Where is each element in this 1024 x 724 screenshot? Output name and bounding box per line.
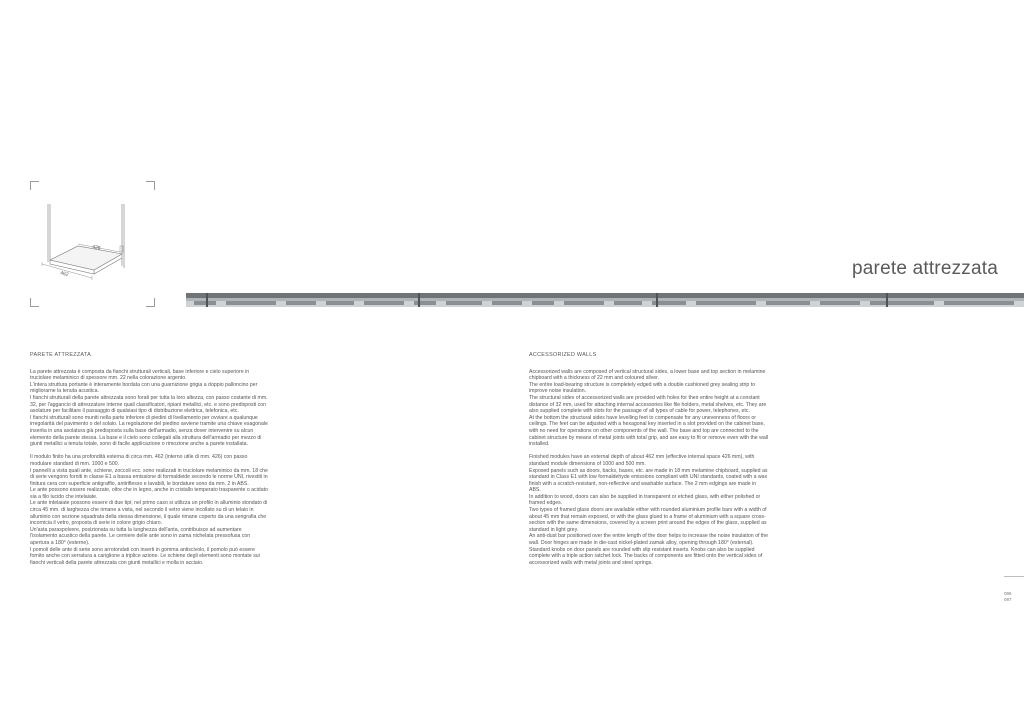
width-dimension-label: 462 [59,270,70,279]
crop-mark-bottom-right [146,298,155,307]
english-paragraph: Accessorized walls are composed of vertical structural sides, a lower base and top section in melamine chipboard with a thickness of 22 mm and coloured silver. The entire load-bearing structure is completely edged with a double cushioned grey sealing strip to improve noise insulation. The structural sides of accessorized walls are provided with holes for their entire height at a constant distance of 32 mm, used for attaching internal accessories like file holders, metal shelves, etc. They are also supplied complete with slots for the passage of all types of cable for power, telephones, etc. At the bottom the structural sides have levelling feet to compensate for any unevenness of floors or ceilings. The feet can be adjusted with a hexagonal key inserted in a slot provided on the cabinet base, with no need for operations on other components of the wall. The base and top are connected to the cabinet structure by means of metal joints with total grip, and are easy to fit or remove even with the wall installed. [529,368,769,448]
crop-mark-top-right [146,181,155,190]
italian-paragraph: La parete attrezzata è composta da fianchi strutturali verticali, base inferiore e cielo superiore in truciolare melaminico di spessore mm. 22 nella colorazione argento. L'intera struttura portante è interamente bordata con una guarnizione grigia a doppio palloncino per migliorarne la tenuta acustica. I fianchi strutturali della parete attrezzata sono forati per tutta la loro altezza, con passo costante di mm. 32, per l'aggancio di attrezzature interne quali classificatori, ripiani metallici, etc. e sono predisposti con asolature per facilitare il passaggio di qualsiasi tipo di distribuzione elettrica, telefonica, etc. I fianchi strutturali sono muniti nella parte inferiore di piedini di livellamento per ovviare a qualunque irregolarità del pavimento o del solaio. La regolazione del piedino avviene tramite una chiave esagonale inserita in una asolatura già predisposta sulla base dell'armadio, senza dover intervenire su alcun elemento della parete stessa. La base e il cielo sono collegati alla struttura dell'armadio per mezzo di giunti metallici a tenuta totale, sono di facile applicazione o rimozione anche a parete installata. [30,368,268,448]
cabinet-photo-image [186,293,1024,307]
product-photo-strip [186,293,1024,307]
italian-text-column [30,352,270,573]
english-paragraph: Finished modules have an external depth of about 462 mm (effective internal space 426 mm), with standard module dimensions of 1000 and 500 mm. Exposed panels such as doors, backs, bases, etc. are made in 18 mm melamine chipboard, supplied as standard in Class E1 with low formaldehyde emissions compliant with UNI standards, coated with a wax finish with a scratch-resistant, non-reflective and washable surface. The 2 mm edgings are made in ABS. In addition to wood, doors can also be supplied in transparent or etched glass, with either polished or framed edges. Two types of framed glass doors are available either with rounded aluminium profile bars with a width of about 45 mm that remain exposed, or with the glass glued to a frame of aluminium with a square cross-section with the same dimensions, covered by a screen print around the edges of the glass, supplied as standard in light grey. An anti-dust bar positioned over the entire length of the door helps to increase the noise insulation of the wall. Door hinges are made in die-cast nickel-plated zamak alloy, opening through 180° (external). Standard knobs on door panels are rounded with slip resistant inserts. Knobs can also be supplied complete with a triple action ratchet lock. The backs of components are fitted onto the vertical sides of accessorized walls with metal joints and steel springs. [529,454,769,566]
italian-heading: PARETE ATTREZZATA [30,352,92,358]
cabinet-line-drawing [36,200,136,290]
crop-mark-bottom-left [30,298,39,307]
page-number-right: 097 [1004,596,1012,602]
crop-mark-top-left [30,181,39,190]
page-numbers [1004,591,1012,602]
page-title: parete attrezzata [852,258,998,279]
depth-dimension-label: 426 [91,244,101,252]
page-number-left: 096 [1004,591,1012,596]
italian-paragraph: Il modulo finito ha una profondità esterna di circa mm. 462 (interno utile di mm. 426) con passo modulare standard di mm. 1000 e 500. I pannelli a vista quali ante, schiene, zoccoli ecc. sono realizzati in truciolare melaminico da mm. 18 che di serie vengono forniti in classe E1 a bassa emissione di formaldeide secondo le norme UNI, rivestiti in finitura cera con superficie antigraffio, antiriflesso e lavabili, le bordature sono da mm. 2 in ABS. Le ante possono essere realizzate, oltre che in legno, anche in cristallo temperato trasparente o acidato sia a filo lucido che intelaiate. Le ante intelaiate possono essere di due tipi; nel primo caso si utilizza un profilo in alluminio stondato di circa 45 mm. di larghezza che rimane a vista, nel secondo il vetro viene incollato su di un telaio in alluminio con sezione squadrata della stessa dimensione, il quale rimane coperto da una serigrafia che incornicia il vetro, proposta di serie in colore grigio chiaro. Un'asta paraspolvere, posizionata su tutta la lunghezza dell'anta, contribuisce ad aumentare l'isolamento acustico della parete. Le cerniere delle ante sono in zama nichelata pressofusa con apertura a 180° (esterne). I pomoli delle ante di serie sono arrotondati con inserti in gomma antiscivolo, il pomolo può essere fornito anche con serratura a cariglione a triplice azione. Le schiene degli elementi sono montate sui fianchi verticali della parete attrezzata con giunti metallici e molla in acciaio. [30,454,268,566]
page-number-rule [1004,576,1024,577]
technical-drawing [36,200,136,290]
english-heading: ACCESSORIZED WALLS [529,352,597,358]
english-text-column [529,352,769,573]
